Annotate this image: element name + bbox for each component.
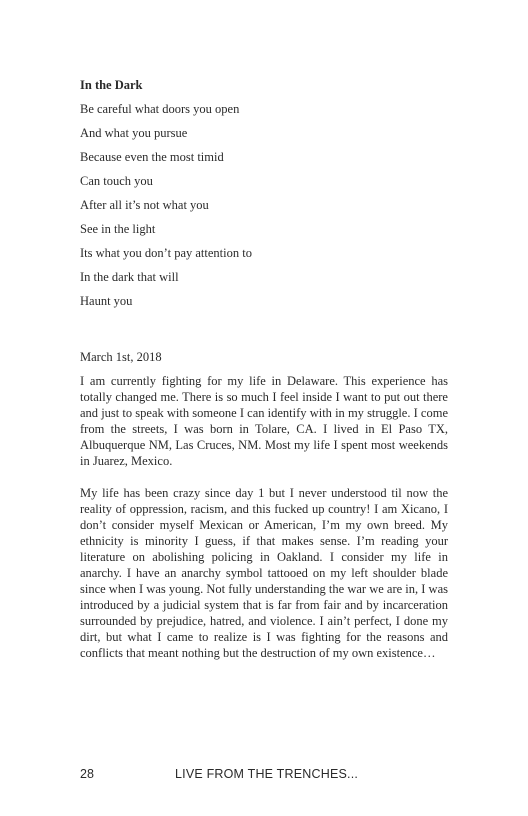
poem-line: Because even the most timid [80, 150, 224, 164]
poem-line: Can touch you [80, 174, 153, 188]
poem-line: Haunt you [80, 294, 133, 308]
poem-title: In the Dark [80, 78, 143, 92]
poem-line: And what you pursue [80, 126, 188, 140]
running-title: LIVE FROM THE TRENCHES... [175, 767, 359, 781]
letter-paragraph: My life has been crazy since day 1 but I never understood til now the reality of oppression, racism, and this fucked up country! I am Xicano, I don’t consider myself Mexican or American, I’m my own breed. My ethnicity is minority I guess, if that makes sense. I’m reading your literature on abolishing policing in Oakland. I consider my life in anarchy. I have an anarchy symbol tattooed on my left shoulder blade since when I was young. Not fully understanding the war we are in, I was introduced by a judicial system that is far from fair and by incarceration surrounded by prejudice, hatred, and violence. I ain’t perfect, I done my dirt, but what I came to realize is I was fighting for the reasons and conflicts that meant nothing but the destruction of my own existence… [80, 486, 448, 660]
poem-line: After all it’s not what you [80, 198, 209, 212]
poem-line: Be careful what doors you open [80, 102, 240, 116]
page-number: 28 [80, 767, 94, 781]
poem [80, 77, 460, 317]
letter-date: March 1st, 2018 [80, 350, 162, 364]
letter [80, 349, 448, 661]
page-footer [80, 765, 448, 783]
poem-line: See in the light [80, 222, 156, 236]
poem-line: In the dark that will [80, 270, 179, 284]
poem-line: Its what you don’t pay attention to [80, 246, 252, 260]
letter-paragraph: I am currently fighting for my life in Delaware. This experience has totally changed me. There is so much I feel inside I want to put out there and just to speak with someone I can identify with in my struggle. I come from the streets, I was born in Tolare, CA. I lived in El Paso TX, Albuquerque NM, Las Cruces, NM. Most my life I spent most weekends in Juarez, Mexico. [80, 374, 448, 468]
